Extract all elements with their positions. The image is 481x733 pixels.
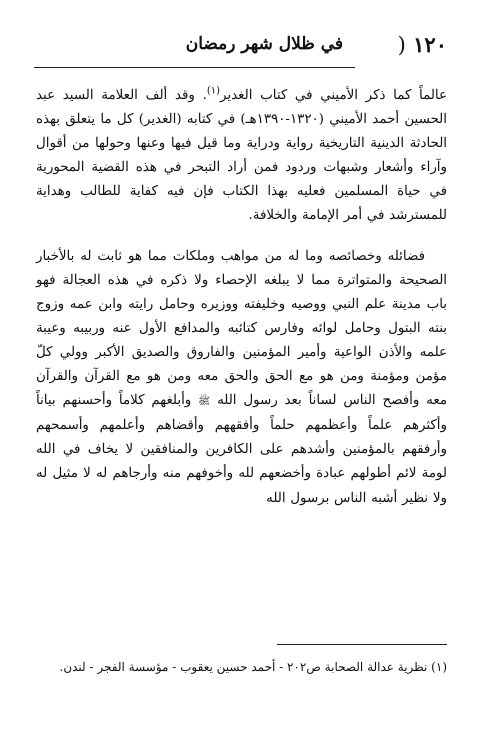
running-title: في ظلال شهر رمضان (185, 34, 343, 54)
page-number-paren: ( (397, 33, 406, 57)
paragraph-1-part-2: . وقد ألف العلامة السيد عبد الحسين أحمد الأميني (١٣٢٠-١٣٩٠هـ) في كتابه (الغدير) كل ما يتعلق بهذه الحادثة الدينية التاريخية رواية ودراية وما قيل فيها وعنها وحولها من أقوال وآراء وأشعار وشبهات وردود فمن أراد التبحر في هذه القضية المحورية في حياة المسلمين فعليه بهذا الكتاب فإن فيه كفاية للطالب وهداية للمسترشد في أمر الإمامة والخلافة. (36, 88, 447, 224)
paragraph-2-part-2: وأبلغهم كلاماً وأحسنهم بياناً وأكثرهم علماً وأعظمهم حلماً وأفقههم وأقضاهم وأعلمهم وأسمحهم وأرفقهم بالمؤمنين وأشدهم على الكافرين والمنافقين لا يخاف في الله لومة لائم أطولهم عبادة وأخضعهم لله وأخوفهم منه وأرجاهم له لا مثيل له ولا نظير أشبه الناس برسول الله (36, 393, 447, 506)
footnote-marker: (١) (431, 660, 447, 674)
page-header (28, 28, 453, 68)
paragraph-2-part-1: فضائله وخصائصه وما له من مواهب وملكات مما هو ثابت له بالأخبار الصحيحة والمتواترة مما لا يبلغه الإحصاء ولا ذكره في هذه العجالة فهو باب مدينة علم النبي ووصيه وخليفته ووزيره وحامل رايته وابن عمه وزوج بنته البتول وحامل لوائه وفارس كتائبه والمدافع الأول عنه وربيبه وعيبة علمه والأذن الواعية وأمير المؤمنين والفاروق والصديق الأكبر وولي كلّ مؤمن ومؤمنة ومن هو مع الحق والحق معه ومن هو مع القرآن والقرآن معه وأفصح الناس لساناً بعد رسول الله (36, 248, 447, 409)
salawat-honorific: ﷺ (198, 396, 211, 408)
header-rule (34, 67, 355, 68)
footnote-text: نظرية عدالة الصحابة ص٢٠٢ - أحمد حسين يعقوب - مؤسسة الفجر - لندن. (59, 660, 428, 674)
footnote-separator (277, 644, 447, 645)
paragraph-2 (36, 245, 447, 511)
paragraph-1-part-1: عالماً كما ذكر الأميني في كتاب الغدير (220, 88, 447, 103)
paragraph-1 (36, 84, 447, 229)
main-text (36, 84, 447, 511)
page-number-digits: ١٢٠ (413, 32, 447, 57)
page-number (398, 32, 447, 57)
footnote-reference: (١) (206, 85, 221, 97)
footnote (36, 656, 447, 678)
